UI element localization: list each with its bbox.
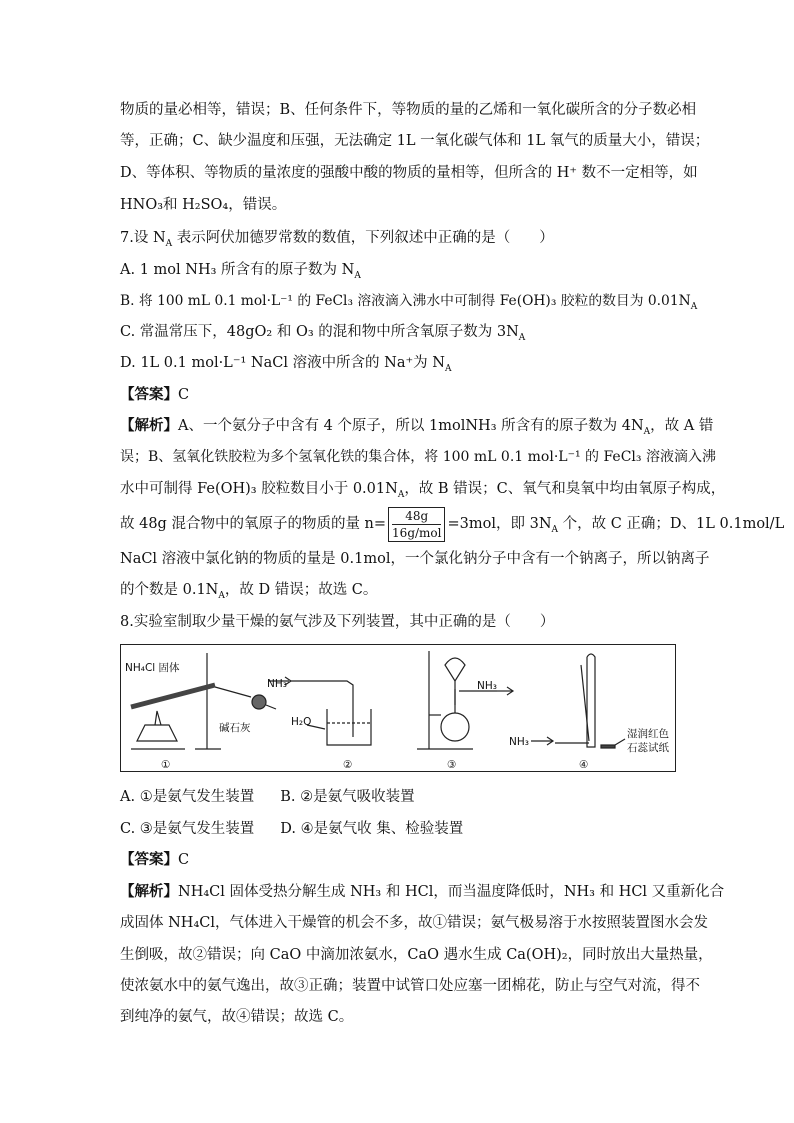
prev-explanation-line: 物质的量必相等，错误；B、任何条件下，等物质的量的乙烯和一氧化碳所含的分子数必相 [120,102,697,118]
round-flask [441,713,469,741]
prev-explanation-line: 等，正确；C、缺少温度和压强，无法确定 1L 一氧化碳气体和 1L 氧气的质量大小，错误； [120,133,710,149]
q8-option-d: D. ④是氨气收 集、检验装置 [280,821,464,837]
q8-analysis-line: 生倒吸，故②错误；向 CaO 中滴加浓氨水，CaO 遇水生成 Ca(OH)₂，同时放出大量热量， [120,947,713,963]
nh3-label-2: NH₃ [267,678,287,690]
test-tube [131,685,215,707]
drying-tube [215,687,251,697]
answer-value: C [178,387,190,403]
alcohol-lamp [137,725,177,741]
analysis-text: NH₄Cl 固体受热分解生成 NH₃ 和 HCl，而当温度降低时，NH₃ 和 HCl 又重新化合 [178,884,725,900]
prev-explanation-line: HNO₃和 H₂SO₄，错误。 [120,197,287,213]
analysis-label: 【解析】 [120,417,178,434]
analysis-text: A、一个氨分子中含有 4 个原子，所以 1molNH₃ 所含有的原子数为 $4N_A$，故 A 错 [178,418,714,437]
drying-bulb [252,695,266,709]
inlet-tube [581,665,589,741]
q7-option-a: A. 1 mol NH₃ 所含有的原子数为 $N_A$ [120,262,361,281]
q8-analysis-line [120,882,725,902]
q8-analysis-line: 到纯净的氨气，故④错误；故选 C。 [120,1009,354,1025]
answer-label: 【答案】 [120,386,178,403]
q8-option-a: A. ①是氨气发生装置 [120,789,255,805]
q7-analysis-line [120,416,714,437]
q8-analysis-line: 使浓氨水中的氨气逸出，故③正确；装置中试管口处应塞一团棉花，防止与空气对流，得不 [120,978,700,994]
q8-options-ab [120,787,676,807]
q7-analysis-line: 的个数是 $0.1N_A$，故 D 错误；故选 C。 [120,582,378,601]
fraction [388,507,445,542]
flame [155,711,161,725]
litmus-label-1: 湿润红色 [627,728,669,740]
q7-option-c: C. 常温常压下，48gO₂ 和 O₃ 的混和物中所含氧原子数为 $3N_A$ [120,324,526,343]
q8-analysis-line: 成固体 NH₄Cl，气体进入干燥管的机会不多，故①错误；氨气极易溶于水按照装置图水会发 [120,915,708,931]
prev-explanation-line: D、等体积、等物质的量浓度的强酸中酸的物质的量相等，但所含的 H⁺ 数不一定相等，如 [120,165,698,181]
q7-analysis-line-fraction [120,504,785,544]
nh4cl-label: NH₄Cl 固体 [125,662,180,674]
soda-lime-label: 碱石灰 [219,722,251,734]
h2o-label: H₂O [291,716,312,728]
q8-options-cd [120,819,676,839]
answer-label: 【答案】 [120,851,178,868]
q8-stem: 8.实验室制取少量干燥的氨气涉及下列装置，其中正确的是（ ） [120,614,555,630]
q8-option-b: B. ②是氨气吸收装置 [280,789,415,805]
apparatus-figure [120,644,676,772]
q7-analysis-line: NaCl 溶液中氯化钠的物质的量是 0.1mol，一个氯化钠分子中含有一个钠离子，所以钠离子 [120,551,710,567]
figure-number-4: ④ [579,759,589,771]
answer-value: C [178,852,190,868]
q7-stem: 7.设 $N_A$ 表示阿伏加德罗常数的数值，下列叙述中正确的是（ ） [120,230,554,249]
q7-answer [120,385,676,405]
beaker [327,709,371,745]
fraction-denominator: 16g/mol [392,525,442,540]
analysis-label: 【解析】 [120,883,178,900]
figure-number-3: ③ [447,759,457,771]
litmus-paper [601,745,615,748]
separatory-funnel [445,658,465,681]
nh3-label-3: NH₃ [477,680,497,692]
q8-answer [120,850,676,870]
q8-option-c: C. ③是氨气发生装置 [120,821,255,837]
litmus-pointer [615,739,625,745]
litmus-label-2: 石蕊试纸 [627,742,669,754]
apparatus-drawing [121,645,677,773]
drying-tube-outlet [266,705,276,709]
q7-analysis-line: 水中可制得 Fe(OH)₃ 胶粒数目小于 $0.01N_A$，故 B 错误；C、氧气和臭氧中均由氧原子构成， [120,481,726,500]
figure-number-1: ① [161,759,171,771]
q7-analysis-line: 误；B、氢氧化铁胶粒为多个氢氧化铁的集合体，将 100 mL 0.1 mol·L⁻¹ 的 FeCl₃ 溶液滴入沸 [120,449,716,465]
fraction-numerator: 48g [392,508,441,525]
analysis-text: 故 48g 混合物中的氧原子的物质的量 n= [120,516,387,532]
figure-number-2: ② [343,759,353,771]
q7-option-b: B. 将 100 mL 0.1 mol·L⁻¹ 的 FeCl₃ 溶液滴入沸水中可制得 Fe(OH)₃ 胶粒的数目为 $0.01N_A$ [120,293,698,312]
nh3-label-4: NH₃ [509,736,529,748]
q7-option-d: D. 1L 0.1 mol·L⁻¹ NaCl 溶液中所含的 Na⁺为 $N_A$ [120,355,452,374]
analysis-text: =3mol，即 $3N_A$ 个，故 C 正确；D、1L 0.1mol/L [447,516,785,535]
